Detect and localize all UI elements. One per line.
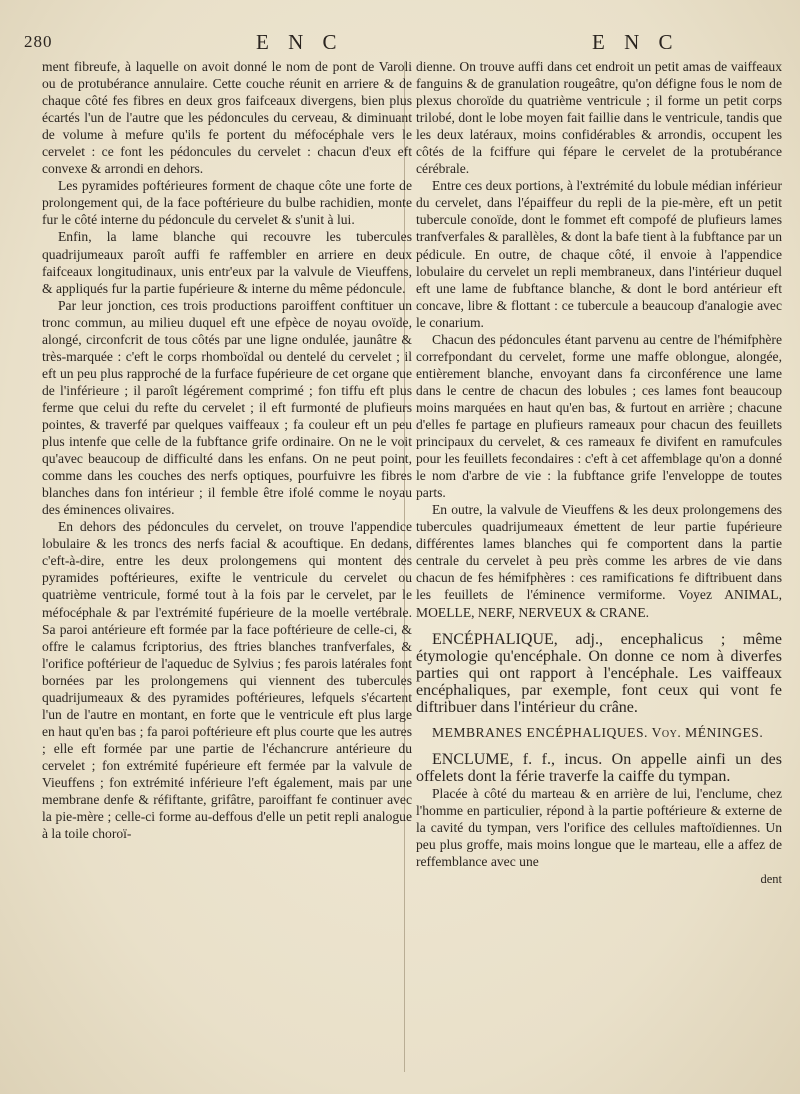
entry-encephalique: ENCÉPHALIQUE, adj., encephalicus ; même étymologie qu'encéphale. On donne ce nom à diverfes parties qui ont rapport à l'encéphale. Les vaiffeaux encéphaliques, par exemple, font ceux qui vont fe diftribuer dans l'intérieur du crâne. [416, 630, 782, 716]
page-header [24, 30, 782, 56]
catchword: dent [760, 872, 782, 887]
paragraph: Les pyramides poftérieures forment de chaque côte une forte de prolongement qui, de la face poftérieure du bulbe rachidien, monte fur le côté interne du pédoncule du cervelet & s'unit à lui. [42, 178, 412, 228]
entry-enclume: ENCLUME, f. f., incus. On appelle ainfi un des offelets dont la férie traverfe la caiffe du tympan. [416, 750, 782, 785]
paragraph: Chacun des pédoncules étant parvenu au centre de l'hémifphère correfpondant du cervelet, forme une maffe oblongue, alongée, entièrement blanche, envoyant dans fa circonférence une lame dans le centre de chacun des lobules ; ces lames font beaucoup moins marquées en haut qu'en bas, & furtout en arrière ; chacune d'elles fe partage en plufieurs rameaux pour chacun des feuillets principaux du cervelet, & ces rameaux fe divifent en ramufcules pour les feuillets fecondaires : c'eft à cet affemblage qu'on a donné le nom d'arbre de vie : la fubftance grife l'enveloppe de toutes parts. [416, 331, 782, 501]
paragraph: Enfin, la lame blanche qui recouvre les tubercules quadrijumeaux paroît auffi fe raffembler en arriere en deux faifceaux longitudinaux, unis entr'eux par la valvule de Vieuffens, & appliqués fur la partie fupérieure & interne du même pédoncule. [42, 229, 412, 296]
paragraph: ment fibreufe, à laquelle on avoit donné le nom de pont de Varoli ou de protubérance annulaire. Cette couche réunit en arriere & de chaque côté fes fibres en deux gros faifceaux divergens, bien plus écartés l'un de l'autre que les pédoncules du cerveau, & diminuant de volume à mefure qu'ils fe portent du méfocéphale vers le cervelet : ce font les pédoncules du cervelet : chacun d'eux eft convexe & arrondi en dehors. [42, 59, 412, 177]
paragraph: Entre ces deux portions, à l'extrémité du lobule médian inférieur du cervelet, dans l'épaiffeur du repli de la pie-mère, eft un petit tubercule conoïde, dont le fommet eft compofé de plufieurs lames tranfverfales & parallèles, & dont la bafe tient à la fubftance par un pédicule. En outre, de chaque côté, il envoie à l'appendice lobulaire du cervelet un repli membraneux, dans l'intérieur duquel eft une lame de fubftance blanche, & dont le bord antérieur eft concave, libre & flottant : ce tubercule a beaucoup d'analogie avec le conarium. [416, 178, 782, 330]
page-number: 280 [24, 32, 53, 51]
cross-reference: MEMBRANES ENCÉPHALIQUES. Voy. MÉNINGES. [432, 724, 764, 740]
paragraph: En outre, la valvule de Vieuffens & les deux prolongemens des tubercules quadrijumeaux émettent de leur partie fupérieure différentes lames blanches qui fe comportent dans la partie centrale du cervelet à peu près comme les arbres de vie dans chacun de fes hémifphères : ces ramifications fe diftribuent dans les feuillets de l'éminence vermiforme. Voyez ANIMAL, MOELLE, NERF, NERVEUX & CRANE. [416, 502, 782, 620]
right-column [416, 58, 782, 888]
left-column [42, 58, 412, 842]
paragraph: Par leur jonction, ces trois productions paroiffent conftituer un tronc commun, au milieu duquel eft une efpèce de noyau ovoïde, alongé, circonfcrit de tous côtés par une ligne ondulée, jaunâtre & très-marquée : c'eft le corps rhomboïdal ou dentelé du cervelet ; il eft un peu plus rapproché de la furface fupérieure de cet organe que de l'inférieure ; il paroît légérement comprimé ; fon tiffu eft plus ferme que celui du refte du cervelet ; il eft furmonté de plufieurs pointes, & traverfé par quelques vaiffeaux ; fa couleur eft un peu plus intenfe que celle de la fubftance grife ordinaire. On ne le voit qu'avec beaucoup de difficulté dans les enfans. On ne peut point, comme dans les couches des nerfs optiques, pourfuivre les fibres blanches dans fon intérieur ; il femble être ifolé comme le noyau des éminences olivaires. [42, 297, 412, 518]
paragraph: dienne. On trouve auffi dans cet endroit un petit amas de vaiffeaux fanguins & de granulation rougeâtre, qu'on défigne fous le nom de plexus choroïde du quatrième ventricule ; il forme un petit corps trilobé, dont le lobe moyen fait faillie dans le ventricule, tandis que les deux latéraux, moins confidérables & arrondis, occupent les côtés de la fciffure qui fépare le cervelet de la protubérance cérébrale. [416, 59, 782, 177]
paragraph: Placée à côté du marteau & en arrière de lui, l'enclume, chez l'homme en particulier, répond à la partie poftérieure & externe de la cavité du tympan, vers l'orifice des cellules maftoïdiennes. Un peu plus groffe, mais moins longue que le marteau, elle a affez de reffemblance avec une [416, 785, 782, 870]
paragraph: En dehors des pédoncules du cervelet, on trouve l'appendice lobulaire & les troncs des nerfs facial & acouftique. En dedans, c'eft-à-dire, entre les deux prolongemens qui montent des pyramides poftérieures, exifte le ventricule du cervelet ou quatrième ventricule, formé tout à la fois par le cervelet, par le méfocéphale & par l'extrémité fupérieure de la moelle vertébrale. Sa paroi antérieure eft formée par la face poftérieure de celle-ci, & offre le calamus fcriptorius, des ftries blanches tranfverfales, & l'orifice poftérieur de l'aqueduc de Sylvius ; fes parois latérales font bornées par les prolongemens qui viennent des tubercules quadrijumeaux & des pyramides poftérieures, lefquels s'écartent l'un de l'autre en montant, en forte que le ventricule eft plus large en haut qu'en bas ; fa paroi poftérieure eft plus courte que les autres ; elle eft formée par une partie de l'échancrure antérieure du cervelet ; fon extrémité fupérieure eft fermée par la valvule de Vieuffens ; fon extrémité inférieure l'eft également, mais par une membrane denfe & réfiftante, grifâtre, paroiffant fe continuer avec la pie-mère ; celle-ci forme au-deffous d'elle un petit repli analogue à la toile choroï- [42, 519, 412, 842]
running-head-right: E N C [592, 30, 680, 54]
running-head-left: E N C [256, 30, 344, 54]
